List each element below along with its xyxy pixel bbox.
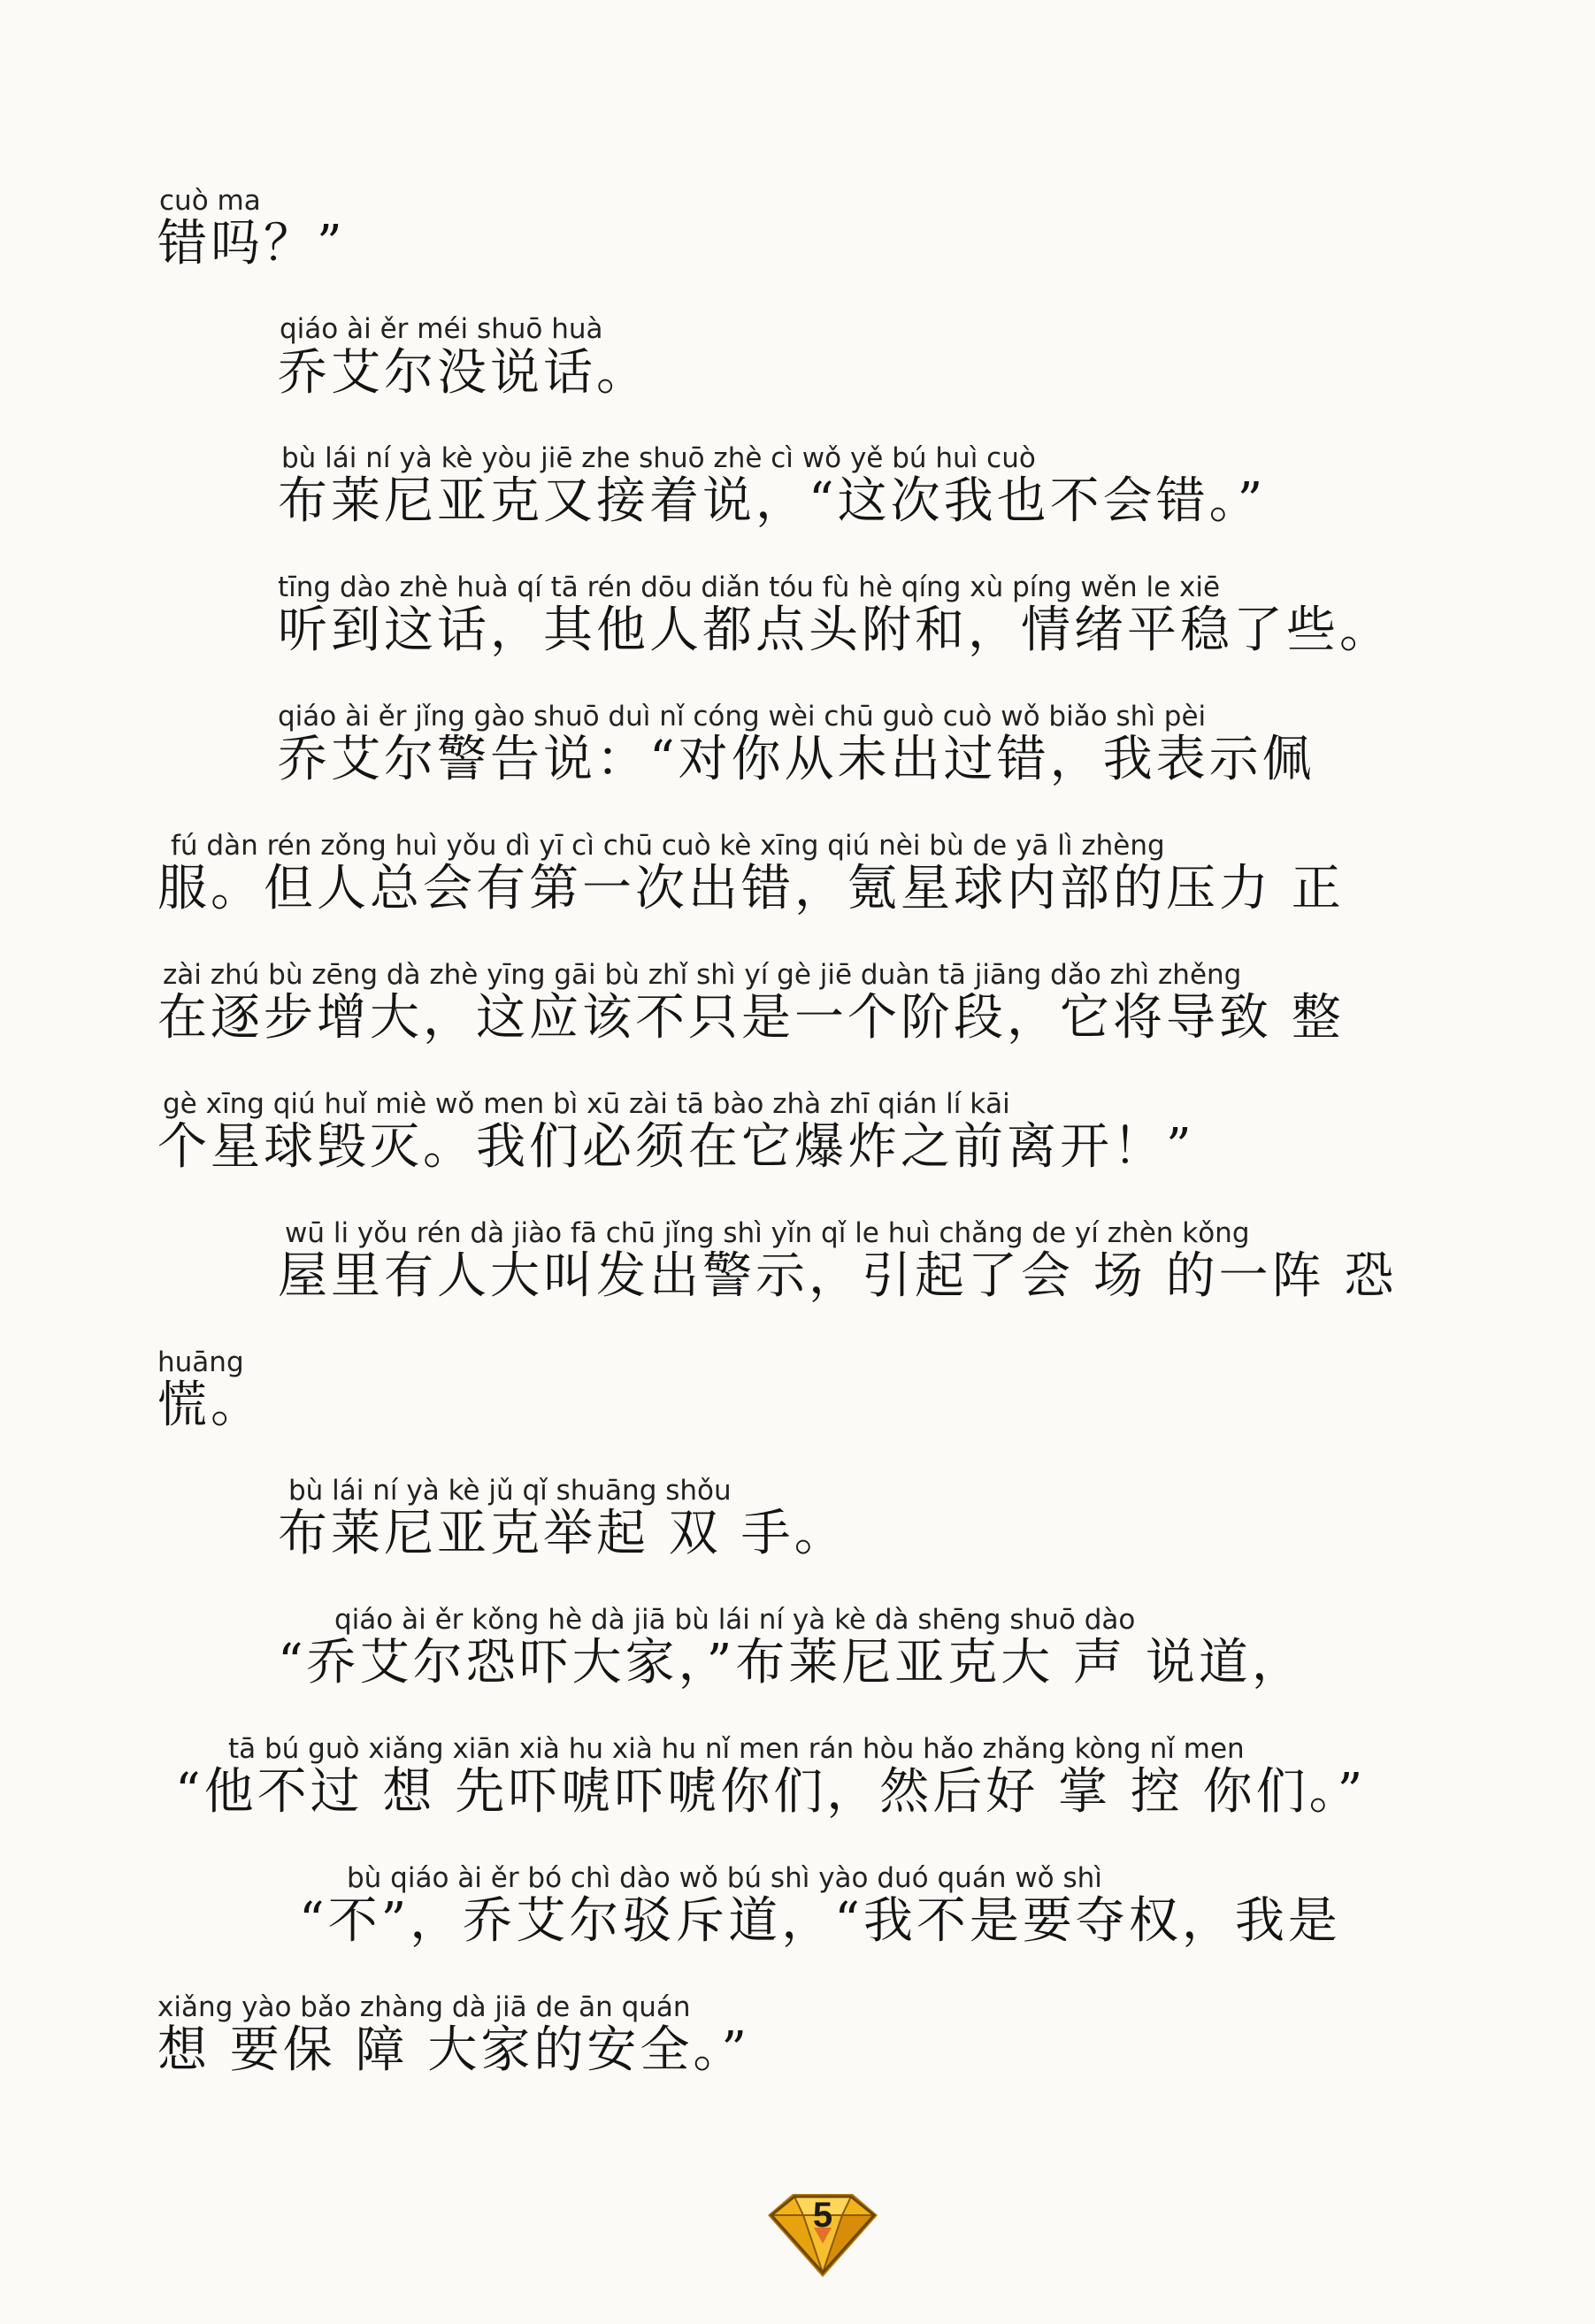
chinese-line: “他不过 想 先吓唬吓唬你们，然后好 掌 控 你们。” [175,1763,1367,1821]
pinyin-line: qiáo ài ěr jǐng gào shuō duì nǐ cóng wèi chū guò cuò wǒ biǎo shì pèi [278,701,1207,732]
pinyin-line: wū li yǒu rén dà jiào fā chū jǐng shì yǐn qǐ le huì chǎng de yí zhèn kǒng [285,1217,1250,1249]
pinyin-line: tā bú guò xiǎng xiān xià hu xià hu nǐ men rán hòu hǎo zhǎng kòng nǐ men [228,1733,1245,1765]
pinyin-line: gè xīng qiú huǐ miè wǒ men bì xū zài tā bào zhà zhī qián lí kāi [163,1088,1010,1120]
pinyin-line: bù lái ní yà kè jǔ qǐ shuāng shǒu [288,1475,732,1507]
page-number-badge [761,2185,885,2282]
chinese-line: 布莱尼亚克举起 双 手。 [278,1505,847,1562]
chinese-line: 在逐步增大，这应该不只是一个阶段，它将导致 整 [157,989,1345,1047]
pinyin-line: tīng dào zhè huà qí tā rén dōu diǎn tóu fù hè qíng xù píng wěn le xiē [278,571,1221,603]
chinese-line: 慌。 [157,1377,264,1434]
pinyin-line: cuò ma [159,185,261,217]
chinese-line: 乔艾尔没说话。 [278,344,649,402]
pinyin-line: bù qiáo ài ěr bó chì dào wǒ bú shì yào duó quán wǒ shì [347,1862,1102,1894]
pinyin-line: fú dàn rén zǒng huì yǒu dì yī cì chū cuò kè xīng qiú nèi bù de yā lì zhèng [171,830,1165,862]
page-number: 5 [812,2196,833,2235]
pinyin-line: bù lái ní yà kè yòu jiē zhe shuō zhè cì wǒ yě bú huì cuò [281,442,1036,474]
chinese-line: 个星球毁灭。我们必须在它爆炸之前离开！” [157,1118,1195,1176]
pinyin-line: zài zhú bù zēng dà zhè yīng gāi bù zhǐ shì yí gè jiē duàn tā jiāng dǎo zhì zhěng [163,959,1242,991]
pinyin-line: qiáo ài ěr méi shuō huà [280,313,603,345]
chinese-line: 服。但人总会有第一次出错，氪星球内部的压力 正 [157,860,1345,917]
chinese-line: “乔艾尔恐吓大家，”布莱尼亚克大 声 说道， [278,1634,1305,1691]
chinese-line: 听到这话，其他人都点头附和，情绪平稳了些。 [278,602,1392,659]
pinyin-line: qiáo ài ěr kǒng hè dà jiā bù lái ní yà kè dà shēng shuō dào [334,1604,1136,1636]
chinese-line: 想 要保 障 大家的安全。” [157,2021,751,2079]
pinyin-line: huāng [157,1346,244,1378]
chinese-line: “不”，乔艾尔驳斥道，“我不是要夺权，我是 [299,1892,1341,1950]
chinese-line: 屋里有人大叫发出警示，引起了会 场 的一阵 恐 [278,1247,1398,1305]
chinese-line: 布莱尼亚克又接着说，“这次我也不会错。” [278,472,1267,530]
pinyin-line: xiǎng yào bǎo zhàng dà jiā de ān quán [157,1991,691,2023]
chinese-line: 乔艾尔警告说：“对你从未出过错，我表示佩 [278,731,1315,788]
chinese-line: 错吗？” [157,215,346,272]
